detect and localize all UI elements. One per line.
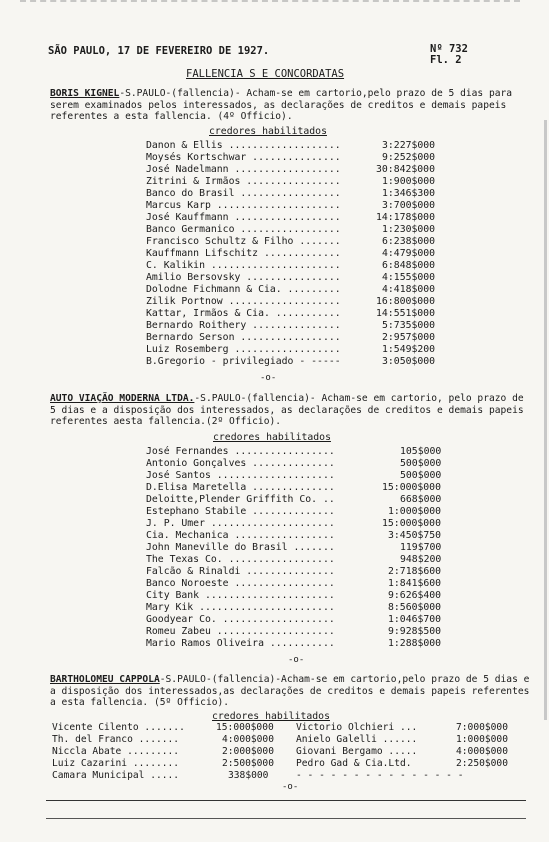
creditor-name: Luiz Cazarini ........	[52, 758, 180, 769]
creditor-two-column-list	[52, 722, 522, 782]
creditor-value: 948$200	[400, 554, 442, 565]
header-number	[430, 44, 468, 66]
creditor-value: 2:250$000	[456, 758, 508, 769]
bankrupt-name: AUTO VIAÇÃO MODERNA LTDA.	[50, 393, 195, 404]
creditor-value: 9:626$400	[388, 590, 442, 601]
creditor-row	[52, 758, 522, 770]
scan-edge-shadow	[544, 120, 547, 720]
creditor-name: Niccla Abate .........	[52, 746, 180, 757]
creditor-name: - - - - - - - - - - - - - - -	[296, 770, 464, 781]
divider-line	[46, 800, 526, 801]
creditor-name: Moysés Kortschwar ...............	[146, 152, 341, 163]
notice-text: -S.PAULO-(fallencia)- Acham-se em cartorio, pelo prazo de 5 dias e a disposição dos interessados, as declarações de creditos e demais papeis referentes aesta fallencia.(2º Officio).	[50, 393, 524, 427]
creditor-value: 6:848$000	[382, 260, 436, 271]
creditor-row	[52, 734, 522, 746]
creditor-name: Francisco Schultz & Filho .......	[146, 236, 341, 247]
section-separator: -o-	[282, 782, 299, 792]
creditor-name: B.Gregorio - privilegiado - -----	[146, 356, 341, 367]
header-date: SÃO PAULO, 17 DE FEVEREIRO DE 1927.	[48, 45, 270, 57]
creditor-name: Giovani Bergamo .....	[296, 746, 418, 757]
creditor-value: 500$000	[400, 470, 442, 481]
creditor-value: 6:238$000	[382, 236, 436, 247]
creditor-value: 4:418$000	[382, 284, 436, 295]
notice-text: -S.PAULO-(fallencia)-Acham-se em cartorio,pelo prazo de 5 dias e a disposição dos interessados,as declarações de creditos e demais papeis referentes a esta fallencia. (5º Officio).	[50, 674, 530, 708]
section-separator: -o-	[260, 373, 277, 383]
creditor-name: D.Elisa Maretella ..............	[146, 482, 335, 493]
divider-line	[46, 818, 526, 819]
creditor-name: José Nadelmann ..................	[146, 164, 341, 175]
creditor-value: 4:155$000	[382, 272, 436, 283]
creditor-value: 1:046$700	[388, 614, 442, 625]
creditor-value: 1:230$000	[382, 224, 436, 235]
creditor-value: 3:050$000	[382, 356, 436, 367]
creditor-name: Cia. Mechanica .................	[146, 530, 335, 541]
creditor-name: José Santos ....................	[146, 470, 335, 481]
creditor-name: Luiz Rosemberg ..................	[146, 344, 341, 355]
bankrupt-name: BARTHOLOMEU CAPPOLA	[50, 674, 160, 685]
creditor-value: 5:735$000	[382, 320, 436, 331]
creditor-name: Danon & Ellis ...................	[146, 140, 341, 151]
section-separator: -o-	[288, 655, 305, 665]
top-edge-marks	[20, 0, 520, 8]
creditors-subhead: credores habilitados	[212, 711, 330, 722]
creditor-row	[52, 746, 522, 758]
creditor-name: Camara Municipal .....	[52, 770, 180, 781]
creditor-name: Amilio Bersovsky ................	[146, 272, 341, 283]
creditor-row	[52, 722, 522, 734]
creditor-value: 3:450$750	[388, 530, 442, 541]
creditor-name: Antonio Gonçalves ..............	[146, 458, 335, 469]
creditor-name: Zitrini & Irmãos ................	[146, 176, 341, 187]
creditor-value: 15:000$000	[382, 482, 441, 493]
creditor-name: Banco Noroeste .................	[146, 578, 335, 589]
creditor-value: 14:178$000	[376, 212, 435, 223]
creditor-name: C. Kalikin ......................	[146, 260, 341, 271]
creditor-value: 1:000$000	[388, 506, 442, 517]
creditor-name: Marcus Karp .....................	[146, 200, 341, 211]
creditor-name: Banco do Brasil .................	[146, 188, 341, 199]
creditor-value: 2:500$000	[222, 758, 274, 769]
creditor-value: 3:700$000	[382, 200, 436, 211]
creditor-name: Romeu Zabeu ....................	[146, 626, 335, 637]
creditor-name: Deloitte,Plender Griffith Co. ..	[146, 494, 335, 505]
creditor-value: 4:000$000	[222, 734, 274, 745]
creditor-name: Estephano Stabile ..............	[146, 506, 335, 517]
creditors-subhead: credores habilitados	[213, 432, 331, 443]
creditor-value: 1:288$000	[388, 638, 442, 649]
page-folio: Fl. 2	[430, 54, 462, 66]
creditor-value: 2:000$000	[222, 746, 274, 757]
issue-number: Nº 732	[430, 43, 468, 55]
bankrupt-name: BORIS KIGNEL	[50, 88, 120, 99]
creditor-name: Anielo Galelli ......	[296, 734, 418, 745]
creditor-row	[52, 770, 522, 782]
creditor-value: 8:560$000	[388, 602, 442, 613]
creditor-value: 4:000$000	[456, 746, 508, 757]
notice-paragraph	[50, 393, 530, 428]
creditor-name: Zilik Portnow ...................	[146, 296, 341, 307]
creditor-value: 9:928$500	[388, 626, 442, 637]
creditor-name: José Kauffmann ..................	[146, 212, 341, 223]
section-title: FALLENCIA S E CONCORDATAS	[186, 68, 345, 80]
creditor-name: Bernardo Roithery ...............	[146, 320, 341, 331]
creditor-name: J. P. Umer .....................	[146, 518, 335, 529]
notice-paragraph	[50, 674, 530, 709]
creditor-value: 2:718$600	[388, 566, 442, 577]
creditor-name: Goodyear Co. ...................	[146, 614, 335, 625]
creditor-name: Th. del Franco .......	[52, 734, 180, 745]
creditor-value: 105$000	[400, 446, 442, 457]
creditor-value: 1:000$000	[456, 734, 508, 745]
creditor-name: John Maneville do Brasil .......	[146, 542, 335, 553]
creditor-value: 119$700	[400, 542, 442, 553]
creditor-value: 668$000	[400, 494, 442, 505]
creditor-name: Banco Germanico .................	[146, 224, 341, 235]
creditor-value: 14:551$000	[376, 308, 435, 319]
creditor-name: Mario Ramos Oliveira ...........	[146, 638, 335, 649]
notice-paragraph	[50, 88, 530, 123]
notice-text: -S.PAULO-(fallencia)- Acham-se em cartorio,pelo prazo de 5 dias para serem examinados pelos interessados, as declarações de creditos e demais papeis referentes a esta fallencia. (4º Officio).	[50, 88, 513, 122]
creditor-value: 30:842$000	[376, 164, 435, 175]
creditor-value: 4:479$000	[382, 248, 436, 259]
creditor-name: Bernardo Serson .................	[146, 332, 341, 343]
creditor-name: Victorio Olchieri ...	[296, 722, 418, 733]
creditor-value: 500$000	[400, 458, 442, 469]
creditor-value: 9:252$000	[382, 152, 436, 163]
creditor-value: 15:000$000	[382, 518, 441, 529]
creditor-value: 2:957$000	[382, 332, 436, 343]
creditor-name: Mary Kik .......................	[146, 602, 335, 613]
creditor-value: 3:227$000	[382, 140, 436, 151]
creditor-value: 338$000	[228, 770, 269, 781]
creditor-value: 1:549$200	[382, 344, 436, 355]
creditor-value: 7:000$000	[456, 722, 508, 733]
creditor-name: Vicente Cilento .......	[52, 722, 185, 733]
creditor-name: Dolodne Fichmann & Cia. .........	[146, 284, 341, 295]
creditor-name: Kauffmann Lifschitz .............	[146, 248, 341, 259]
creditor-value: 15:000$000	[216, 722, 274, 733]
creditors-subhead: credores habilitados	[209, 126, 327, 137]
creditor-value: 1:900$000	[382, 176, 436, 187]
creditor-name: The Texas Co. ..................	[146, 554, 335, 565]
creditor-value: 16:800$000	[376, 296, 435, 307]
creditor-name: José Fernandes .................	[146, 446, 335, 457]
creditor-name: City Bank ......................	[146, 590, 335, 601]
creditor-name: Kattar, Irmãos & Cia. ...........	[146, 308, 341, 319]
creditor-name: Falcão & Rinaldi ...............	[146, 566, 335, 577]
creditor-value: 1:346$300	[382, 188, 436, 199]
creditor-value: 1:841$600	[388, 578, 442, 589]
creditor-name: Pedro Gad & Cia.Ltd.	[296, 758, 412, 769]
